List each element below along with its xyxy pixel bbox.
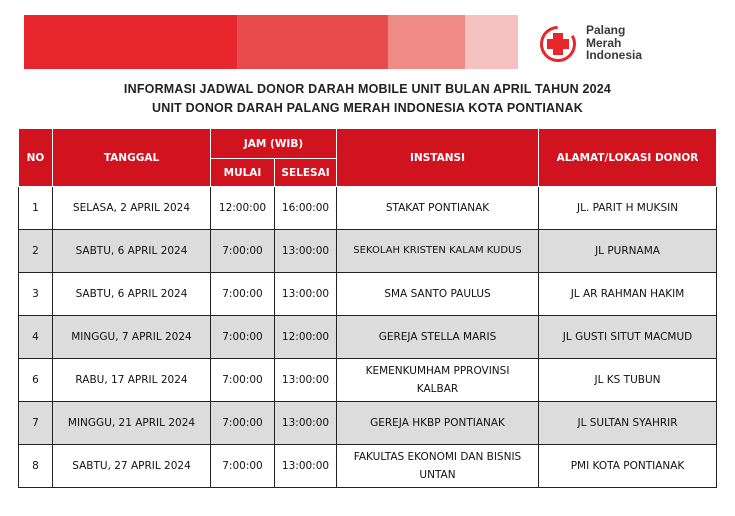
instansi-text: FAKULTAS EKONOMI DAN BISNIS UNTAN	[353, 451, 522, 481]
logo-wordmark	[586, 24, 642, 62]
header-jam: JAM (WIB)	[211, 129, 337, 159]
schedule-table	[18, 128, 717, 488]
table-row	[19, 359, 717, 402]
cell-mulai: 7:00:00	[211, 359, 275, 402]
table-row	[19, 273, 717, 316]
cell-alamat: JL PURNAMA	[539, 230, 717, 273]
header-instansi: INSTANSI	[337, 129, 539, 187]
cell-tanggal: RABU, 17 APRIL 2024	[53, 359, 211, 402]
cell-instansi: GEREJA HKBP PONTIANAK	[337, 402, 539, 445]
header-alamat: ALAMAT/LOKASI DONOR	[539, 129, 717, 187]
cell-selesai: 16:00:00	[275, 187, 337, 230]
logo-line-3: Indonesia	[586, 48, 643, 62]
cell-no: 4	[19, 316, 53, 359]
cell-tanggal: MINGGU, 7 APRIL 2024	[53, 316, 211, 359]
cell-alamat: JL AR RAHMAN HAKIM	[539, 273, 717, 316]
page-title: INFORMASI JADWAL DONOR DARAH MOBILE UNIT BULAN APRIL TAHUN 2024	[123, 82, 612, 96]
header-color-band-3	[388, 15, 465, 69]
cell-tanggal: SABTU, 6 APRIL 2024	[53, 273, 211, 316]
cell-selesai: 13:00:00	[275, 273, 337, 316]
cell-instansi	[337, 445, 539, 488]
cell-alamat: PMI KOTA PONTIANAK	[539, 445, 717, 488]
cell-alamat: JL SULTAN SYAHRIR	[539, 402, 717, 445]
page-subtitle: UNIT DONOR DARAH PALANG MERAH INDONESIA KOTA PONTIANAK	[152, 101, 583, 115]
header-no: NO	[19, 129, 53, 187]
cell-alamat: JL KS TUBUN	[539, 359, 717, 402]
instansi-text: KEMENKUMHAM PPROVINSI KALBAR	[365, 365, 510, 395]
header-mulai: MULAI	[211, 159, 275, 187]
cell-tanggal: SABTU, 27 APRIL 2024	[53, 445, 211, 488]
header-color-band-1	[24, 15, 237, 69]
cell-no: 7	[19, 402, 53, 445]
cell-mulai: 7:00:00	[211, 316, 275, 359]
cell-no: 8	[19, 445, 53, 488]
red-cross-icon	[538, 24, 578, 64]
cell-instansi	[337, 359, 539, 402]
cell-selesai: 13:00:00	[275, 445, 337, 488]
cell-alamat: JL. PARIT H MUKSIN	[539, 187, 717, 230]
header-color-band-2	[237, 15, 388, 69]
cell-mulai: 7:00:00	[211, 273, 275, 316]
cell-tanggal: SABTU, 6 APRIL 2024	[53, 230, 211, 273]
cell-alamat: JL GUSTI SITUT MACMUD	[539, 316, 717, 359]
logo-line-1: Palang	[586, 23, 626, 37]
table-row	[19, 445, 717, 488]
header-selesai: SELESAI	[275, 159, 337, 187]
cell-mulai: 7:00:00	[211, 445, 275, 488]
logo-line-2: Merah	[586, 35, 622, 50]
cell-no: 3	[19, 273, 53, 316]
cell-instansi: SEKOLAH KRISTEN KALAM KUDUS	[337, 230, 539, 273]
table-row	[19, 187, 717, 230]
cell-mulai: 7:00:00	[211, 402, 275, 445]
cell-no: 1	[19, 187, 53, 230]
cell-selesai: 13:00:00	[275, 359, 337, 402]
cell-mulai: 7:00:00	[211, 230, 275, 273]
header-tanggal: TANGGAL	[53, 129, 211, 187]
cell-mulai: 12:00:00	[211, 187, 275, 230]
cell-instansi: GEREJA STELLA MARIS	[337, 316, 539, 359]
cell-selesai: 13:00:00	[275, 402, 337, 445]
cell-tanggal: MINGGU, 21 APRIL 2024	[53, 402, 211, 445]
table-row	[19, 230, 717, 273]
cell-instansi: STAKAT PONTIANAK	[337, 187, 539, 230]
cell-no: 2	[19, 230, 53, 273]
cell-no: 6	[19, 359, 53, 402]
header-color-band-4	[465, 15, 518, 69]
cell-instansi: SMA SANTO PAULUS	[337, 273, 539, 316]
table-row	[19, 402, 717, 445]
cell-selesai: 12:00:00	[275, 316, 337, 359]
table-row	[19, 316, 717, 359]
cell-selesai: 13:00:00	[275, 230, 337, 273]
pmi-logo	[538, 24, 678, 64]
cell-tanggal: SELASA, 2 APRIL 2024	[53, 187, 211, 230]
